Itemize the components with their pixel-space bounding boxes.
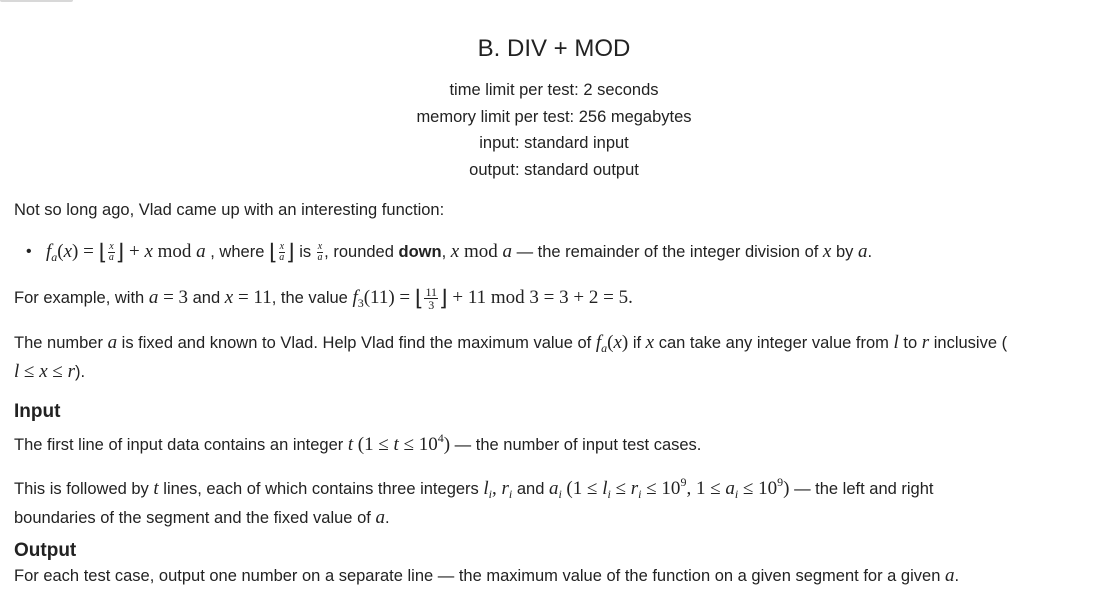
task-paragraph: The number a is fixed and known to Vlad. Help Vlad find the maximum value of $f_a(x)$ if x can take any integer value from l to r inclusive ( l ≤ x ≤ r). <box>14 332 1008 382</box>
input-spec: input: standard input <box>479 134 629 152</box>
function-definition: • $f_a(x)$ = ⌊ $\frac{x}{a}$ ⌋ + x mod a , where ⌊ $\frac{x}{a}$ ⌋ is $\frac{x}{a}$ , rounded down, x mod a — the remainder of the integer division of x by a. <box>26 239 873 265</box>
problem-title: B. DIV + MOD <box>477 35 631 62</box>
where-text: , where <box>210 243 265 261</box>
memory-limit: memory limit per test: 256 megabytes <box>416 107 692 126</box>
bullet-icon: • <box>26 243 32 260</box>
input-heading: Input <box>14 401 61 422</box>
statement-intro: Not so long ago, Vlad came up with an interesting function: <box>14 201 445 219</box>
input-line2: This is followed by t lines, each of which contains three integers $l_i$, $r_i$ and $a_i$ ($1 \le l_i \le r_i \le 10^9$, $1 \le a_i \le 10^9$) — the left and right boundaries of the segment and the fixed value of a. <box>14 475 934 528</box>
down-text: down <box>398 243 442 261</box>
formula-f: $f_a(x)$ = ⌊ $\frac{x}{a}$ ⌋ + x mod a <box>46 239 206 265</box>
output-text: For each test case, output one number on a separate line — the maximum value of the function on a given segment for a given a. <box>14 565 960 586</box>
output-heading: Output <box>14 540 77 561</box>
is-text: is <box>299 243 312 261</box>
problem-meta <box>0 77 1108 183</box>
output-spec: output: standard output <box>469 160 639 179</box>
remainder-text: — the remainder of the integer division of <box>516 243 819 261</box>
time-limit: time limit per test: 2 seconds <box>449 81 659 99</box>
by-text: by <box>835 243 854 261</box>
input-line1: The first line of input data contains an integer t $(1 \le t \le 10^4)$ — the number of input test cases. <box>14 431 702 455</box>
top-tab-indicator <box>0 0 73 2</box>
rounded-text: , rounded <box>324 243 394 261</box>
example-paragraph: For example, with a = 3 and x = 11, the value $f_3(11)$ = ⌊ $\frac{11}{3}$ ⌋ + 11 mod 3 = 3 + 2 = 5. <box>14 285 633 313</box>
